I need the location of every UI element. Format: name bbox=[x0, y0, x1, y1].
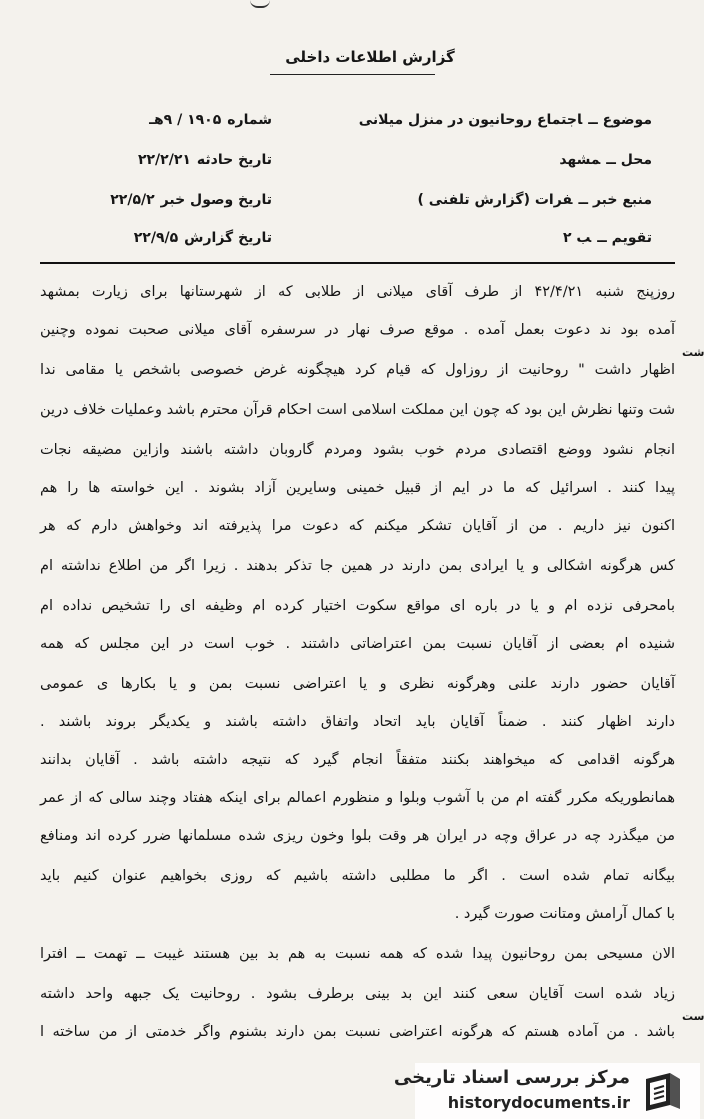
body-line: آمده بود ند دعوت بعمل آمده . موقع صرف نهار در سرسفره آقای میلانی صحبت نموده وچنین bbox=[40, 322, 675, 338]
watermark-logo bbox=[393, 1063, 700, 1119]
meta-event-date bbox=[138, 152, 272, 168]
body-line: شت وتنها نظرش این بود که چون این مملکت اسلامی است احکام قرآن محترم باشد وعملیات خلاف درین bbox=[40, 402, 675, 418]
margin-note: شت bbox=[682, 346, 704, 359]
meta-number bbox=[149, 112, 272, 128]
body-line: هرگونه اقدامی که میخواهند بکنند متفقاً انجام گیرد که نتیجه داشته باشد . آقایان بدانند bbox=[40, 752, 675, 768]
body-line: الان مسیحی بمن روحانیون پیدا شده که همه نسبت به هم بد بین هستند غیبت ــ تهمت ــ افترا bbox=[40, 946, 675, 962]
meta-report-date-label: تاریخ گزارش bbox=[184, 230, 272, 246]
body-line: پیدا کنند . اسرائیل که ما در ایم از قبیل خمینی وسایرین آزاد بشوند . این خواسته ها را هم bbox=[40, 480, 675, 496]
meta-event-date-value: ۲۲/۲/۲۱ bbox=[137, 152, 191, 168]
title-underline bbox=[270, 74, 435, 75]
body-line: شنیده ام بعضی از آقایان نسبت بمن اعتراضاتی داشتند . خوب است در این مجلس که همه bbox=[40, 636, 675, 652]
meta-place-label: محل ــ bbox=[606, 152, 652, 168]
body-line: دارند اظهار کنند . ضمناً آقایان باید اتحاد واتفاق داشته باشند و یکدیگر بروند باشند . bbox=[40, 714, 675, 730]
watermark-name: مرکز بررسی اسناد تاریخی bbox=[393, 1067, 630, 1088]
meta-receipt-date-label: تاریخ وصول خبر bbox=[160, 192, 272, 208]
meta-source bbox=[417, 192, 652, 208]
body-line: من میگذرد چه در عراق وچه در ایران هر وقت بلوا وخون ریزی شده مسلمانها ضرر کرده اند ومنافع bbox=[40, 828, 675, 844]
meta-subject bbox=[359, 112, 652, 128]
body-line: آقایان حضور دارند علنی وهرگونه نظری و یا اعتراضی نسبت بمن و یا بکارها ی عمومی bbox=[40, 676, 675, 692]
body-line: بیگانه تمام شده است . اگر ما مطلبی داشته باشیم که روزی بخواهیم عنوان کنیم باید bbox=[40, 868, 675, 884]
margin-note: ست bbox=[682, 1010, 704, 1023]
archive-book-icon bbox=[640, 1069, 686, 1115]
meta-number-label: شماره bbox=[227, 112, 272, 128]
meta-evaluation-label: تقویم ــ bbox=[597, 230, 652, 246]
meta-report-date-value: ۲۲/۹/۵ bbox=[133, 230, 179, 246]
meta-subject-label: موضوع ــ bbox=[588, 112, 652, 128]
meta-subject-value: اجتماع روحانیون در منزل میلانی bbox=[358, 112, 583, 128]
meta-source-label: منبع خبر ــ bbox=[578, 192, 652, 208]
body-line: با کمال آرامش ومتانت صورت گیرد . bbox=[454, 906, 675, 922]
meta-place bbox=[559, 152, 652, 168]
meta-receipt-date-value: ۲۲/۵/۲ bbox=[110, 192, 155, 208]
body-line: انجام نشود ووضع اقتصادی مردم خوب بشود ومردم گاروبان داشته باشند وازاین مضیقه نجات bbox=[40, 442, 675, 458]
meta-evaluation-value: ب ۲ bbox=[562, 230, 592, 246]
body-line: روزپنج شنبه ۴۲/۴/۲۱ از طرف آقای میلانی از طلابی که از شهرستانها برای زیارت بمشهد bbox=[40, 284, 675, 300]
body-line: باشد . من آماده هستم که هرگونه اعتراضی نسبت بمن دارند بشنوم واگر خدمتی از من ساخته ا bbox=[40, 1024, 675, 1040]
watermark-url: historydocuments.ir bbox=[447, 1093, 630, 1112]
body-line: کس هرگونه اشکالی و یا ایرادی بمن دارند در همین جا تذکر بدهند . زیرا اگر من اطلاع نداشته ام bbox=[40, 558, 675, 574]
header-divider bbox=[40, 262, 675, 264]
body-line: همانطوریکه مکرر گفته ام من با آشوب وبلوا و منظورم اعمالم برای اینکه هفتاد وچند سالی که از عمر bbox=[40, 790, 675, 806]
meta-place-value: مشهد bbox=[559, 152, 601, 168]
meta-receipt-date bbox=[110, 192, 272, 208]
document-title: گزارش اطلاعات داخلی bbox=[285, 48, 455, 66]
page-edge-mark bbox=[250, 0, 270, 8]
meta-number-value: ۱۹۰۵ / ۹هـ bbox=[149, 112, 222, 128]
body-line: بامحرفی نزده ام و یا در باره ای مواقع سکوت اختیار کرده ام وظیفه ای را تشخیص نداده ام bbox=[40, 598, 675, 614]
meta-source-value: فرات (گزارش تلفنی ) bbox=[417, 192, 573, 208]
meta-report-date bbox=[134, 230, 272, 246]
body-line: اظهار داشت " روحانیت از روزاول که قیام کرد هیچگونه غرض خصوصی باشخص یا مقامی ندا bbox=[40, 362, 675, 378]
meta-event-date-label: تاریخ حادثه bbox=[196, 152, 272, 168]
body-line: اکنون نیز داریم . من از آقایان تشکر میکنم که دعوت مرا پذیرفته اند وخواهش دارم که هر bbox=[40, 518, 675, 534]
body-line: زیاد شده است آقایان سعی کنند این بد بینی برطرف بشود . روحانیت یک جبهه واحد داشته bbox=[40, 986, 675, 1002]
meta-evaluation bbox=[563, 230, 652, 246]
